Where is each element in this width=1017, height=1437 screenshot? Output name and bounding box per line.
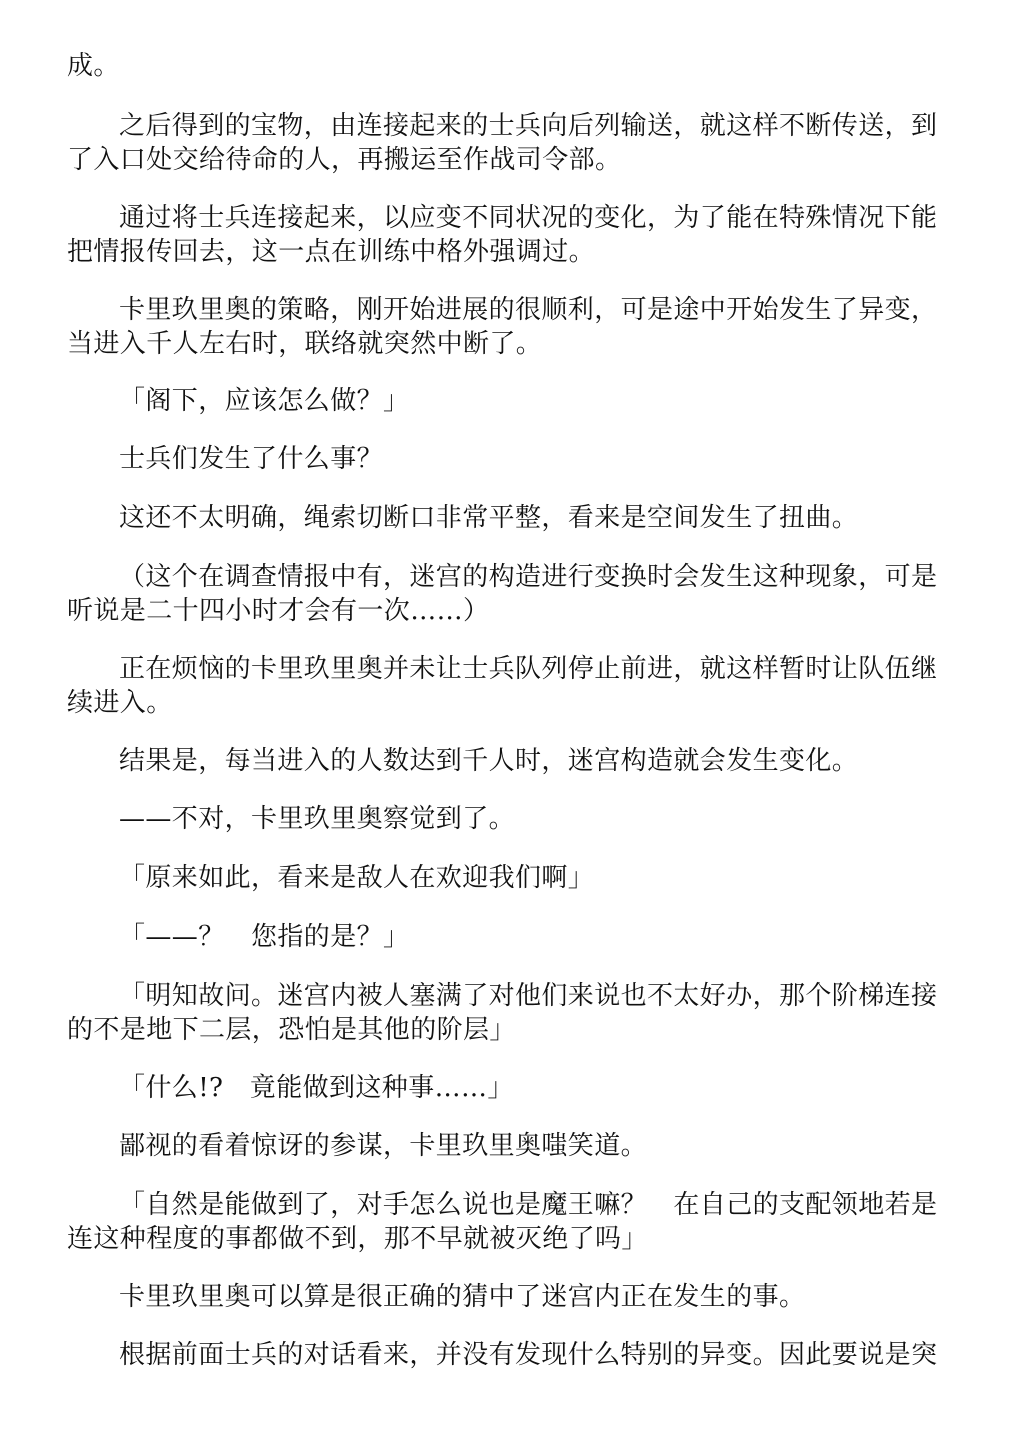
text-line: 士兵们发生了什么事？ [119, 444, 384, 474]
text-line: 结果是，每当进入的人数达到千人时，迷宫构造就会发生变化。 [119, 746, 859, 776]
text-line: 「明知故问。迷宫内被人塞满了对他们来说也不太好办，那个阶梯连接 [119, 981, 938, 1011]
text-line: 正在烦恼的卡里玖里奥并未让士兵队列停止前进，就这样暂时让队伍继 [119, 654, 938, 684]
text-line: 「原来如此，看来是敌人在欢迎我们啊」 [119, 863, 595, 893]
text-line: 听说是二十四小时才会有一次……） [67, 596, 490, 626]
text-line: 「什么!? 竟能做到这种事……」 [119, 1073, 514, 1103]
text-line: 成。 [67, 51, 120, 81]
text-line: 「自然是能做到了，对手怎么说也是魔王嘛？ 在自己的支配领地若是 [119, 1190, 938, 1220]
text-line: 通过将士兵连接起来，以应变不同状况的变化，为了能在特殊情况下能 [119, 203, 938, 233]
text-line: 续进入。 [67, 688, 173, 718]
text-line: 当进入千人左右时，联络就突然中断了。 [67, 329, 543, 359]
text-line: 根据前面士兵的对话看来，并没有发现什么特别的异变。因此要说是突 [119, 1340, 938, 1370]
text-line: 了入口处交给待命的人，再搬运至作战司令部。 [67, 145, 622, 175]
text-line: 连这种程度的事都做不到，那不早就被灭绝了吗」 [67, 1224, 648, 1254]
text-line: 「阁下，应该怎么做？」 [119, 386, 410, 416]
text-line: 这还不太明确，绳索切断口非常平整，看来是空间发生了扭曲。 [119, 503, 859, 533]
text-line: 鄙视的看着惊讶的参谋，卡里玖里奥嗤笑道。 [119, 1131, 648, 1161]
text-line: 之后得到的宝物，由连接起来的士兵向后列输送，就这样不断传送，到 [119, 111, 938, 141]
text-line: 卡里玖里奥的策略，刚开始进展的很顺利，可是途中开始发生了异变， [119, 295, 938, 325]
text-line: （这个在调查情报中有，迷宫的构造进行变换时会发生这种现象，可是 [119, 562, 938, 592]
text-line: 把情报传回去，这一点在训练中格外强调过。 [67, 237, 596, 267]
text-line: 「——？ 您指的是？」 [119, 922, 410, 952]
text-line: 卡里玖里奥可以算是很正确的猜中了迷宫内正在发生的事。 [119, 1282, 806, 1312]
text-line: 的不是地下二层，恐怕是其他的阶层」 [67, 1015, 516, 1045]
text-line: ——不对，卡里玖里奥察觉到了。 [119, 804, 516, 834]
